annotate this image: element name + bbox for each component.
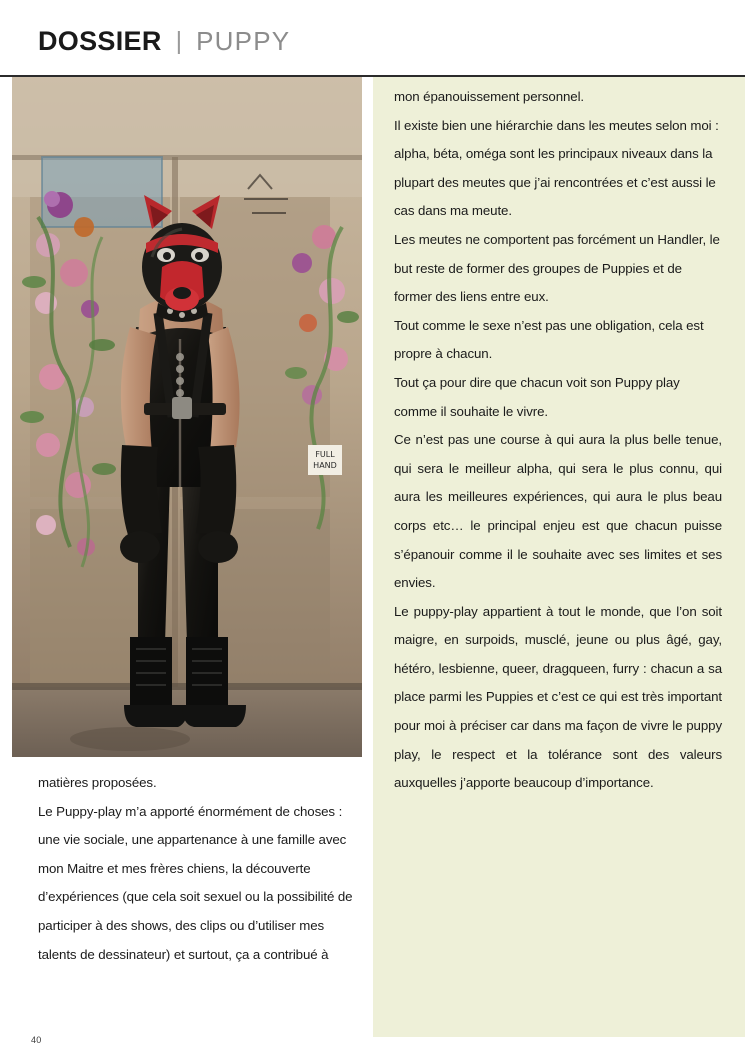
article-photo: [12, 77, 362, 757]
page-footer: [0, 1037, 745, 1063]
right-column: [373, 77, 745, 1063]
title-separator: |: [175, 27, 183, 55]
right-column-text: [394, 83, 722, 798]
header-title-group: [38, 26, 290, 57]
right-paragraph-3: Les meutes ne comportent pas forcément un Handler, le but reste de former des groupes de Puppies et de former des liens entre eux.: [394, 231, 720, 305]
page-title: DOSSIER: [38, 26, 162, 56]
left-paragraph-2: Le Puppy-play m’a apporté énormément de choses : une vie sociale, une appartenance à une famille avec mon Maitre et mes frères chiens, la découverte d’expériences (que cela soit sexuel ou la possibilité de participer à des shows, des clips ou d’utiliser mes talents de dessinateur) et surtout, ça a contribué à: [38, 803, 353, 962]
page-content: [0, 77, 745, 1063]
right-paragraph-2: Il existe bien une hiérarchie dans les meutes selon moi : alpha, béta, oméga sont les principaux niveaux dans la plupart des meutes que j’ai rencontrées et c’est aussi le cas dans ma meute.: [394, 117, 719, 219]
right-paragraph-1: mon épanouissement personnel.: [394, 89, 585, 104]
page-subtitle: PUPPY: [196, 26, 291, 56]
page-number: 40: [31, 1035, 42, 1045]
right-paragraph-6: Ce n’est pas une course à qui aura la plus belle tenue, qui sera le meilleur alpha, qui sera le plus connu, qui aura les meilleures expériences, qui aura le plus beau corps etc… le principal enjeu est que chacun puisse s’épanouir comme il le souhaite avec ses limites et ses envies.: [394, 432, 722, 591]
page-header: [0, 0, 745, 75]
svg-text:HAND: HAND: [313, 461, 337, 470]
svg-text:FULL: FULL: [315, 450, 335, 459]
right-paragraph-7: Le puppy-play appartient à tout le monde, que l’on soit maigre, en surpoids, musclé, jeune ou plus âgé, gay, hétéro, lesbienne, queer, dragqueen, furry : chacun a sa place parmi les Puppies et c’est ce qui est très important pour moi à préciser car dans ma façon de vivre le puppy play, le respect et la tolérance sont des valeurs auxquelles j’apporte beaucoup d’importance.: [394, 603, 722, 791]
right-paragraph-4: Tout comme le sexe n’est pas une obligation, cela est propre à chacun.: [394, 317, 704, 362]
left-paragraph-1: matières proposées.: [38, 775, 157, 790]
right-paragraph-5: Tout ça pour dire que chacun voit son Puppy play comme il souhaite le vivre.: [394, 374, 680, 419]
left-column: [0, 77, 373, 1063]
left-column-text: [38, 769, 358, 969]
